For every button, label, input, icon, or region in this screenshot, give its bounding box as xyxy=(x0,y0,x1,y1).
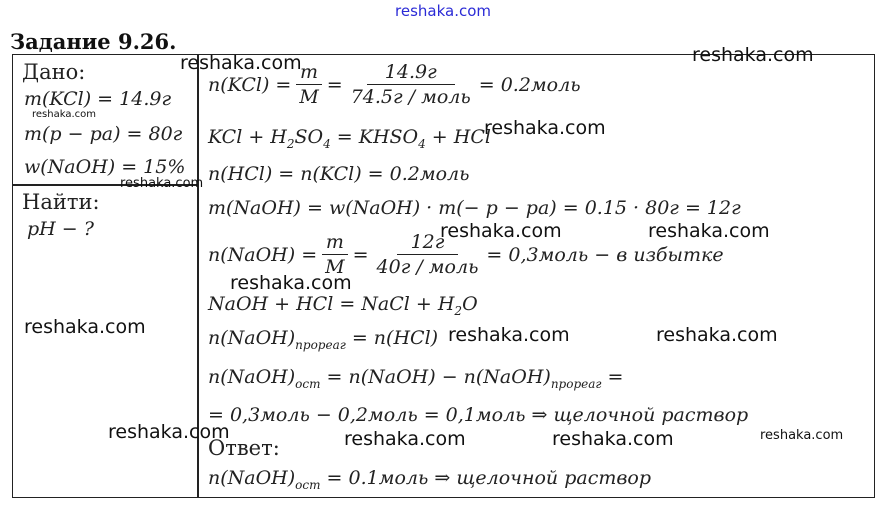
eq-part: = KHSO xyxy=(330,126,419,148)
solution-line-2 xyxy=(208,126,491,151)
watermark: reshaka.com xyxy=(440,220,562,242)
subscript: ост xyxy=(295,477,321,492)
l5-lhs: n(NaOH) = xyxy=(208,243,318,266)
answer-line xyxy=(208,467,651,492)
task-title: Задание 9.26. xyxy=(10,29,177,54)
given-line-2: m(p − pa) = 80г xyxy=(24,123,183,145)
equals-sign: = xyxy=(352,243,369,266)
fraction-den: 74.5г / моль xyxy=(350,86,471,108)
subscript: 2 xyxy=(454,303,463,318)
eq-part: = xyxy=(601,366,624,388)
find-line-1: pH − ? xyxy=(27,218,94,240)
watermark: reshaka.com xyxy=(344,428,466,450)
watermark: reshaka.com xyxy=(180,52,302,74)
eq-part: n(NaOH) xyxy=(208,327,296,349)
eq-part: KCl + H xyxy=(208,126,287,148)
fraction-den: M xyxy=(325,256,345,278)
subscript: 4 xyxy=(323,136,331,151)
solution-line-9: = 0,3моль − 0,2моль = 0,1моль ⇒ щелочной раствор xyxy=(208,404,749,426)
l5-rhs: = 0,3моль − в избытке xyxy=(486,243,724,266)
fraction-values xyxy=(347,60,475,109)
subscript: ост xyxy=(295,376,321,391)
solution-line-6 xyxy=(208,293,478,318)
watermark: reshaka.com xyxy=(552,428,674,450)
watermark: reshaka.com xyxy=(108,421,230,443)
l1-rhs: = 0.2моль xyxy=(478,73,581,96)
l1-lhs: n(KCl) = xyxy=(208,73,292,96)
eq-part: = 0.1моль ⇒ щелочной раствор xyxy=(320,467,652,489)
solution-line-4: m(NaOH) = w(NaOH) · m(− p − pa) = 0.15 · 80г = 12г xyxy=(208,197,741,219)
find-label: Найти: xyxy=(22,190,100,214)
watermark: reshaka.com xyxy=(32,109,96,120)
given-label: Дано: xyxy=(22,60,86,84)
eq-part: n(NaOH) xyxy=(208,467,296,489)
watermark: reshaka.com xyxy=(24,316,146,338)
fraction-num: 12г xyxy=(397,230,459,255)
solution-line-7 xyxy=(208,327,438,352)
answer-label: Ответ: xyxy=(208,436,280,460)
watermark: reshaka.com xyxy=(448,324,570,346)
solution-line-8 xyxy=(208,366,623,391)
watermark: reshaka.com xyxy=(648,220,770,242)
fraction-num: 14.9г xyxy=(367,60,455,85)
fraction-den: 40г / моль xyxy=(376,256,479,278)
fraction-den: M xyxy=(299,86,319,108)
eq-part: SO xyxy=(294,126,324,148)
eq-part: NaOH + HCl = NaCl + H xyxy=(208,293,455,315)
watermark: reshaka.com xyxy=(692,44,814,66)
subscript: 2 xyxy=(286,136,295,151)
eq-part: n(NaOH) xyxy=(208,366,296,388)
subscript: прореаг xyxy=(295,337,346,352)
eq-part: = n(NaOH) − n(NaOH) xyxy=(320,366,551,388)
given-line-3: w(NaOH) = 15% xyxy=(24,156,186,178)
eq-part: + HCl xyxy=(425,126,491,148)
site-link-top[interactable]: reshaka.com xyxy=(395,2,491,20)
eq-part: = n(HCl) xyxy=(345,327,439,349)
watermark: reshaka.com xyxy=(230,272,352,294)
eq-part: O xyxy=(462,293,478,315)
watermark: reshaka.com xyxy=(760,428,844,443)
given-line-1: m(KCl) = 14.9г xyxy=(24,88,172,110)
watermark: reshaka.com xyxy=(484,117,606,139)
watermark: reshaka.com xyxy=(120,176,204,191)
watermark: reshaka.com xyxy=(656,324,778,346)
solution-line-3: n(HCl) = n(KCl) = 0.2моль xyxy=(208,163,470,185)
fraction-num: m xyxy=(296,60,322,85)
subscript: 4 xyxy=(418,136,426,151)
equals-sign: = xyxy=(326,73,343,96)
fraction-num: m xyxy=(322,230,348,255)
subscript: прореаг xyxy=(550,376,602,391)
